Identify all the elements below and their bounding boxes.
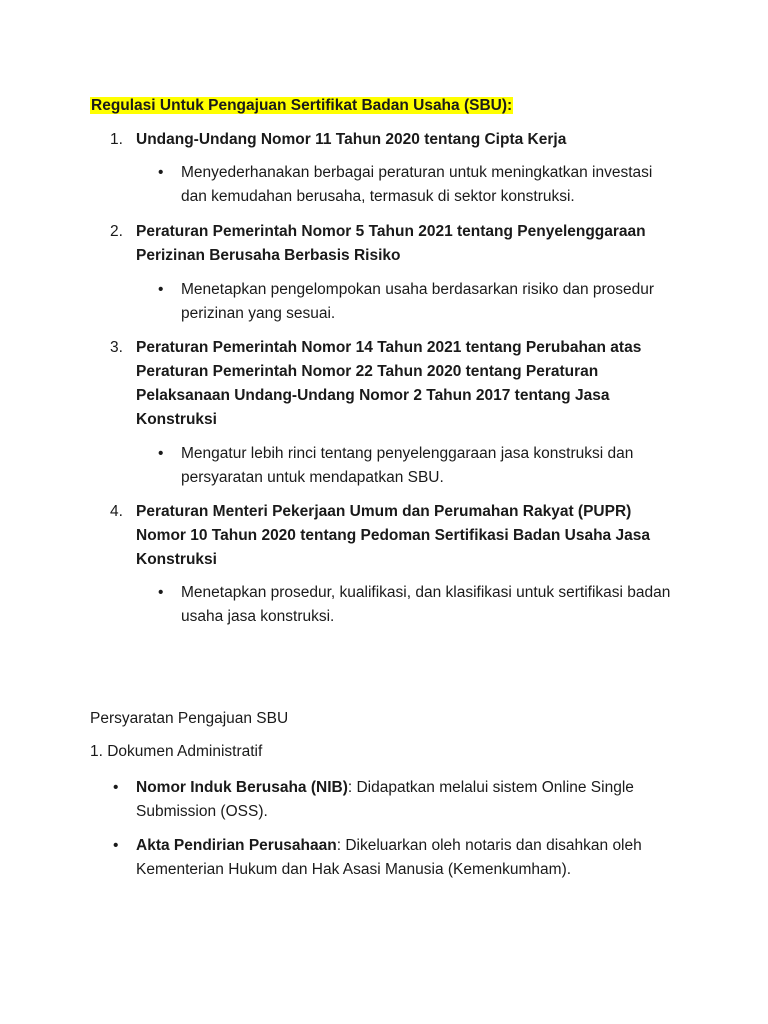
regulation-item-4 (110, 500, 676, 572)
list-number: 3. (110, 339, 123, 356)
regulation-detail-text: Menyederhanakan berbagai peraturan untuk meningkatkan investasi dan kemudahan berusaha, termasuk di sektor konstruksi. (181, 164, 653, 205)
bullet-icon: • (158, 164, 164, 181)
regulation-item-1 (110, 128, 676, 152)
list-number: 4. (110, 503, 123, 520)
regulation-title: Peraturan Menteri Pekerjaan Umum dan Perumahan Rakyat (PUPR) Nomor 10 Tahun 2020 tentang Pedoman Sertifikasi Badan Usaha Jasa Konstruksi (136, 503, 650, 568)
regulation-title: Peraturan Pemerintah Nomor 14 Tahun 2021 tentang Perubahan atas Peraturan Pemerintah Nomor 22 Tahun 2020 tentang Peraturan Pelaksanaan Undang-Undang Nomor 2 Tahun 2017 tentang Jasa Konstruksi (136, 339, 642, 428)
regulation-detail-2 (158, 278, 681, 326)
regulation-item-2 (110, 220, 676, 268)
regulation-detail-4 (158, 581, 681, 629)
regulation-detail-text: Mengatur lebih rinci tentang penyelenggaraan jasa konstruksi dan persyaratan untuk mendapatkan SBU. (181, 445, 634, 486)
requirement-item-1 (113, 776, 676, 824)
requirement-term: Nomor Induk Berusaha (NIB) (136, 779, 348, 796)
regulation-detail-text: Menetapkan pengelompokan usaha berdasarkan risiko dan prosedur perizinan yang sesuai. (181, 281, 655, 322)
requirement-item-2 (113, 834, 676, 882)
regulation-detail-3 (158, 442, 681, 490)
bullet-icon: • (113, 837, 119, 854)
list-number: 2. (110, 223, 123, 240)
requirement-desc: : Dikeluarkan oleh notaris dan disahkan oleh Kementerian Hukum dan Hak Asasi Manusia (Kemenkumham). (136, 837, 642, 878)
regulation-item-3 (110, 336, 676, 432)
admin-docs-heading: 1. Dokumen Administratif (90, 743, 263, 760)
bullet-icon: • (158, 584, 164, 601)
regulation-detail-text: Menetapkan prosedur, kualifikasi, dan klasifikasi untuk sertifikasi badan usaha jasa konstruksi. (181, 584, 671, 625)
bullet-icon: • (158, 445, 164, 462)
highlighted-heading: Regulasi Untuk Pengajuan Sertifikat Badan Usaha (SBU): (91, 97, 513, 114)
bullet-icon: • (158, 281, 164, 298)
requirement-term: Akta Pendirian Perusahaan (136, 837, 337, 854)
page-title (90, 94, 513, 118)
regulation-title: Undang-Undang Nomor 11 Tahun 2020 tentang Cipta Kerja (136, 131, 567, 148)
requirement-desc: : Didapatkan melalui sistem Online Single Submission (OSS). (136, 779, 634, 820)
regulation-title: Peraturan Pemerintah Nomor 5 Tahun 2021 tentang Penyelenggaraan Perizinan Berusaha Berbasis Risiko (136, 223, 646, 264)
list-number: 1. (110, 131, 123, 148)
requirements-heading: Persyaratan Pengajuan SBU (90, 710, 289, 727)
regulation-detail-1 (158, 161, 681, 209)
bullet-icon: • (113, 779, 119, 796)
